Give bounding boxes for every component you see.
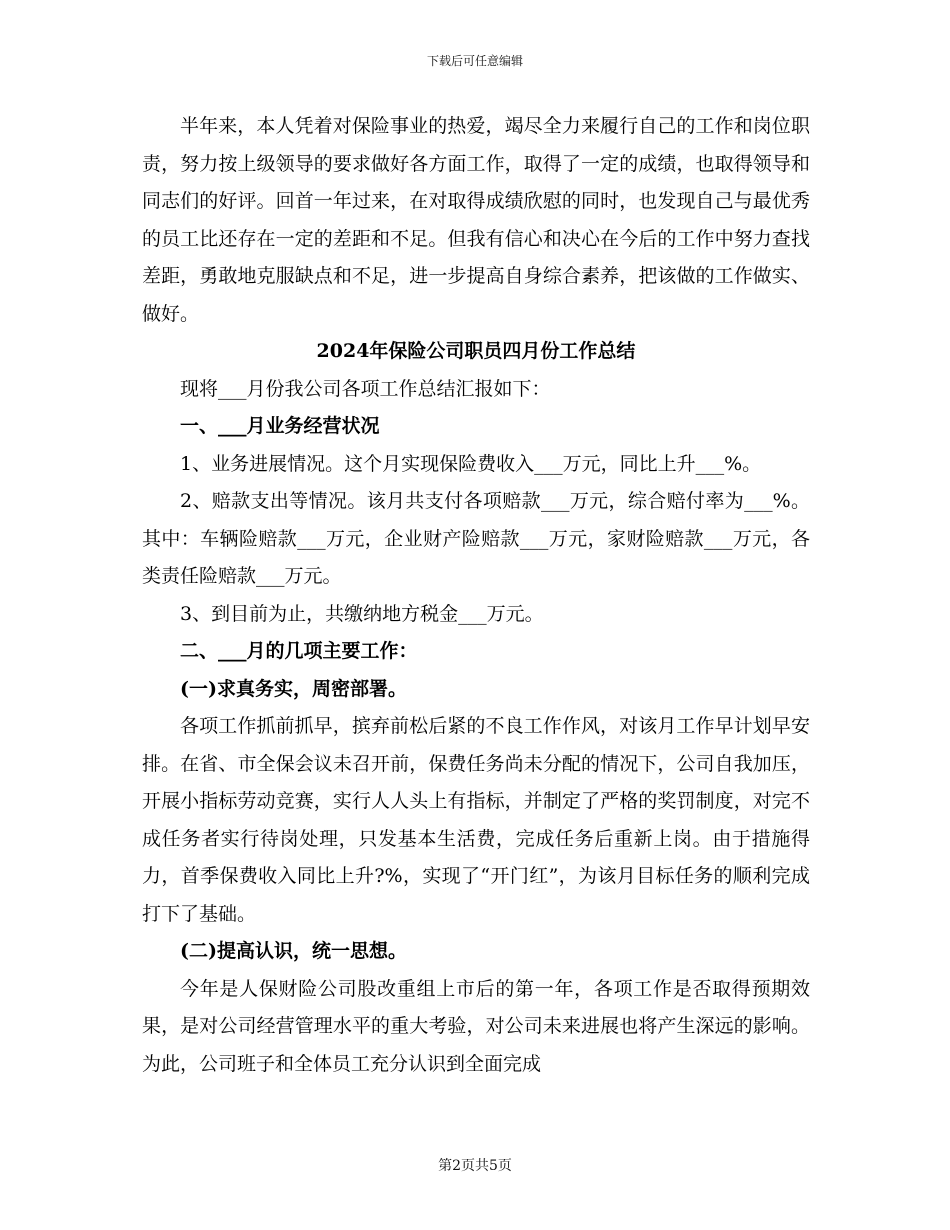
item-business-progress: 1、业务进展情况。这个月实现保险费收入___万元，同比上升___%。: [180, 452, 762, 475]
subsection-text-awareness: 今年是人保财险公司股改重组上市后的第一年，各项工作是否取得预期效果，是对公司经营管理水平的重大考验，对公司未来进展也将产生深远的影响。为此，公司班子和全体员工充分认识到全面完成: [142, 977, 810, 1075]
document-body: [142, 108, 810, 1083]
subsection-text-practical: 各项工作抓前抓早，摈弃前松后紧的不良工作作风，对该月工作早计划早安排。在省、市全保会议未召开前，保费任务尚未分配的情况下，公司自我加压，开展小指标劳动竞赛，实行人人头上有指标，并制定了严格的奖罚制度，对完不成任务者实行待岗处理，只发基本生活费，完成任务后重新上岗。由于措施得力，首季保费收入同比上升?%，实现了“开门红”，为该月目标任务的顺利完成打下了基础。: [142, 715, 810, 925]
item-claims-expenditure: 2、赔款支出等情况。该月共支付各项赔款___万元，综合赔付率为___%。其中：车辆险赔款___万元，企业财产险赔款___万元，家财险赔款___万元，各类责任险赔款___万元。: [142, 490, 810, 587]
item-local-taxes: 3、到目前为止，共缴纳地方税金___万元。: [180, 602, 544, 625]
subsection-heading-awareness: (二)提高认识，统一思想。: [180, 940, 407, 962]
page-footer: 第2页共5页: [438, 1158, 512, 1174]
intro-paragraph: 半年来，本人凭着对保险事业的热爱，竭尽全力来履行自己的工作和岗位职责，努力按上级领导的要求做好各方面工作，取得了一定的成绩，也取得领导和同志们的好评。回首一年过来，在对取得成绩欣慰的同时，也发现自己与最优秀的员工比还存在一定的差距和不足。但我有信心和决心在今后的工作中努力查找差距，勇敢地克服缺点和不足，进一步提高自身综合素养，把该做的工作做实、做好。: [142, 115, 810, 325]
lead-paragraph: 现将___月份我公司各项工作总结汇报如下：: [180, 377, 551, 400]
section-heading-main-work: 二、___月的几项主要工作：: [180, 640, 418, 662]
document-title: 2024年保险公司职员四月份工作总结: [316, 340, 636, 362]
section-heading-business-status: 一、___月业务经营状况: [180, 415, 380, 437]
page-header: 下载后可任意编辑: [426, 54, 523, 68]
subsection-heading-practical: (一)求真务实，周密部署。: [180, 677, 407, 700]
